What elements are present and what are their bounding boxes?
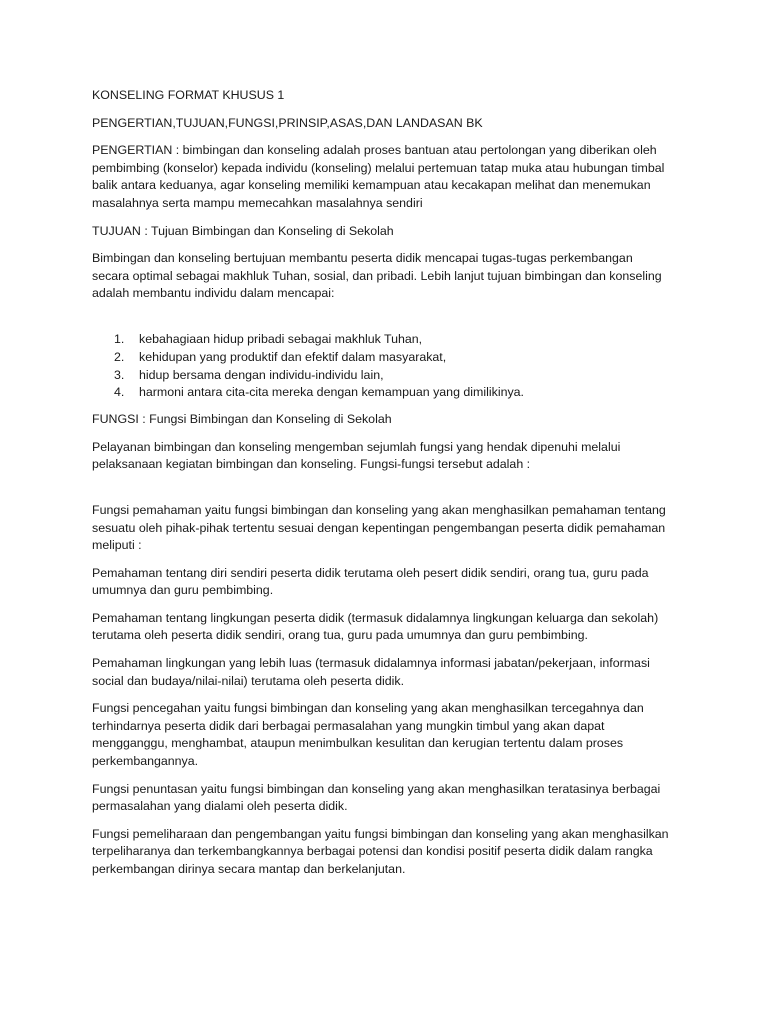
fungsi-pemahaman-paragraph: Fungsi pemahaman yaitu fungsi bimbingan dan konseling yang akan menghasilkan pemahaman tentang sesuatu oleh pihak-pihak tertentu sesuai dengan kepentingan pengembangan peserta didik pemahaman meliputi : <box>92 502 666 553</box>
fungsi-penuntasan-paragraph: Fungsi penuntasan yaitu fungsi bimbingan dan konseling yang akan menghasilkan teratasinya berbagai permasalahan yang dialami oleh peserta didik. <box>92 781 661 814</box>
document-body <box>92 87 672 889</box>
list-item-number: 4. <box>114 385 125 400</box>
list-item <box>92 349 672 367</box>
tujuan-heading: TUJUAN : Tujuan Bimbingan dan Konseling di Sekolah <box>92 223 394 238</box>
list-item-text: hidup bersama dengan individu-individu lain, <box>139 367 384 382</box>
list-item-text: kebahagiaan hidup pribadi sebagai makhluk Tuhan, <box>139 331 423 346</box>
tujuan-list <box>92 331 672 402</box>
tujuan-paragraph: Bimbingan dan konseling bertujuan membantu peserta didik mencapai tugas-tugas perkembangan secara optimal sebagai makhluk Tuhan, sosial, dan pribadi. Lebih lanjut tujuan bimbingan dan konseling adalah membantu individu dalam mencapai: <box>92 251 662 301</box>
list-item <box>92 384 672 402</box>
list-item-text: harmoni antara cita-cita mereka dengan kemampuan yang dimilikinya. <box>139 385 524 400</box>
pemahaman-diri-paragraph: Pemahaman tentang diri sendiri peserta didik terutama oleh pesert didik sendiri, orang tua, guru pada umumnya dan guru pembimbing. <box>92 565 649 598</box>
list-item <box>92 331 672 349</box>
fungsi-heading: FUNGSI : Fungsi Bimbingan dan Konseling di Sekolah <box>92 412 392 427</box>
list-item-number: 2. <box>114 349 125 364</box>
fungsi-pemeliharaan-paragraph: Fungsi pemeliharaan dan pengembangan yaitu fungsi bimbingan dan konseling yang akan menghasilkan terpeliharanya dan terkembangkannya berbagai potensi dan kondisi positif peserta didik dalam rangka perkembangan dirinya secara mantap dan berkelanjutan. <box>92 826 669 876</box>
list-item-text: kehidupan yang produktif dan efektif dalam masyarakat, <box>139 349 447 364</box>
document-subtitle: PENGERTIAN,TUJUAN,FUNGSI,PRINSIP,ASAS,DAN LANDASAN BK <box>92 115 483 130</box>
fungsi-pencegahan-paragraph: Fungsi pencegahan yaitu fungsi bimbingan dan konseling yang akan menghasilkan tercegahnya dan terhindarnya peserta didik dari berbagai permasalahan yang mungkin timbul yang akan dapat mengganggu, menghambat, ataupun menimbulkan kesulitan dan kerugian tertentu dalam proses perkembangannya. <box>92 701 644 769</box>
list-item-number: 3. <box>114 367 125 382</box>
pengertian-paragraph: PENGERTIAN : bimbingan dan konseling adalah proses bantuan atau pertolongan yang diberikan oleh pembimbing (konselor) kepada individu (konseling) melalui pertemuan tatap muka atau hubungan timbal balik antara keduanya, agar konseling memiliki kemampuan atau kecakapan melihat dan menemukan masalahnya serta mampu memecahkan masalahnya sendiri <box>92 143 665 210</box>
list-item-number: 1. <box>114 331 125 346</box>
list-item <box>92 367 672 385</box>
pemahaman-luas-paragraph: Pemahaman lingkungan yang lebih luas (termasuk didalamnya informasi jabatan/pekerjaan, informasi social dan budaya/nilai-nilai) terutama oleh peserta didik. <box>92 656 650 688</box>
document-title: KONSELING FORMAT KHUSUS 1 <box>92 88 285 102</box>
pemahaman-lingkungan-paragraph: Pemahaman tentang lingkungan peserta didik (termasuk didalamnya lingkungan keluarga dan sekolah) terutama oleh peserta didik sendiri, orang tua, guru pada umumnya dan guru pembimbing. <box>92 610 659 643</box>
fungsi-intro-paragraph: Pelayanan bimbingan dan konseling mengemban sejumlah fungsi yang hendak dipenuhi melalui pelaksanaan kegiatan bimbingan dan konseling. Fungsi-fungsi tersebut adalah : <box>92 439 621 472</box>
